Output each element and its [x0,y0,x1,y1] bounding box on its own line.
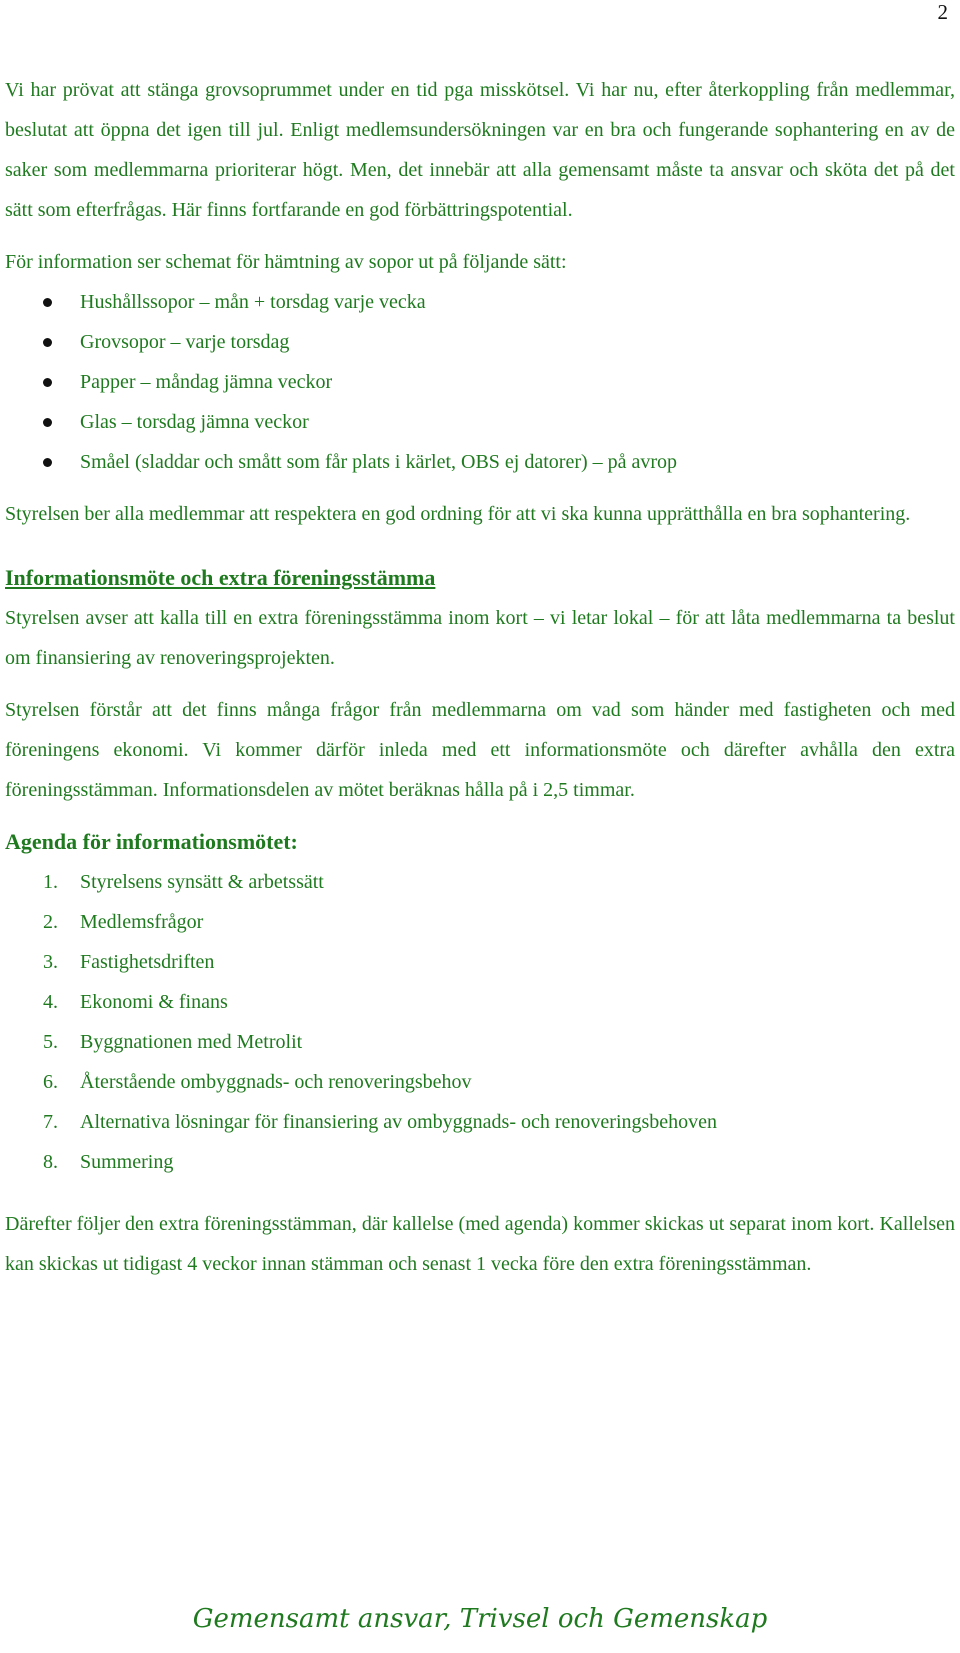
paragraph-respect-order: Styrelsen ber alla medlemmar att respektera en god ordning för att vi ska kunna upprätthålla en bra sophantering. [5,503,911,525]
agenda-item [5,1062,955,1102]
agenda-item-text: Medlemsfrågor [80,911,204,933]
agenda-item [5,1102,955,1142]
agenda-item-text: Summering [80,1151,174,1173]
agenda-item-text: Fastighetsdriften [80,951,215,973]
agenda-item-number: 6. [43,1071,58,1093]
agenda-heading: Agenda för informationsmötet: [5,829,298,854]
list-item: Glas – torsdag jämna veckor [5,402,955,442]
agenda-item [5,982,955,1022]
paragraph-information-meeting: Styrelsen förstår att det finns många frågor från medlemmarna om vad som händer med fastigheten och med föreningens ekonomi. Vi kommer därför inleda med ett informationsmöte och därefter avhålla den extra föreningsstämman. Informationsdelen av mötet beräknas hålla på i 2,5 timmar. [5,699,955,801]
agenda-item-number: 8. [43,1151,58,1173]
agenda-item [5,862,955,902]
footer-motto: Gemensamt ansvar, Trivsel och Gemenskap [192,1604,768,1634]
agenda-list [5,862,955,1182]
agenda-item [5,902,955,942]
agenda-item-text: Byggnationen med Metrolit [80,1031,303,1053]
agenda-item-text: Ekonomi & finans [80,991,228,1013]
list-item: Grovsopor – varje torsdag [5,322,955,362]
paragraph-kallelse: Därefter följer den extra föreningsstämman, där kallelse (med agenda) kommer skickas ut separat inom kort. Kallelsen kan skickas ut tidigast 4 veckor innan stämman och senast 1 vecka före den extra föreningsstämman. [5,1213,955,1275]
list-item: Småel (sladdar och smått som får plats i kärlet, OBS ej datorer) – på avrop [5,442,955,482]
agenda-item [5,942,955,982]
page-number: 2 [937,0,948,24]
agenda-item-number: 4. [43,991,58,1013]
document-body [5,70,955,1296]
section-heading-meeting: Informationsmöte och extra föreningsstämma [5,565,436,590]
agenda-item-text: Återstående ombyggnads- och renoveringsbehov [80,1071,472,1093]
list-item: Hushållssopor – mån + torsdag varje vecka [5,282,955,322]
agenda-item-number: 3. [43,951,58,973]
pickup-schedule-list [5,282,955,482]
agenda-item-number: 7. [43,1111,58,1133]
paragraph-extra-stamma: Styrelsen avser att kalla till en extra föreningsstämma inom kort – vi letar lokal – för att låta medlemmarna ta beslut om finansiering av renoveringsprojekten. [5,607,955,669]
agenda-item-text: Styrelsens synsätt & arbetssätt [80,871,324,893]
paragraph-schedule-intro: För information ser schemat för hämtning av sopor ut på följande sätt: [5,251,567,273]
agenda-item [5,1142,955,1182]
list-item: Papper – måndag jämna veckor [5,362,955,402]
paragraph-grovsoprum: Vi har prövat att stänga grovsoprummet under en tid pga misskötsel. Vi har nu, efter återkoppling från medlemmar, beslutat att öppna det igen till jul. Enligt medlemsundersökningen var en bra och fungerande sophantering en av de saker som medlemmarna prioriterar högt. Men, det innebär att alla gemensamt måste ta ansvar och sköta det på det sätt som efterfrågas. Här finns fortfarande en god förbättringspotential. [5,79,955,221]
agenda-item-number: 1. [43,871,58,893]
agenda-item [5,1022,955,1062]
agenda-item-number: 2. [43,911,58,933]
agenda-item-number: 5. [43,1031,58,1053]
agenda-item-text: Alternativa lösningar för finansiering av ombyggnads- och renoveringsbehoven [80,1111,718,1133]
